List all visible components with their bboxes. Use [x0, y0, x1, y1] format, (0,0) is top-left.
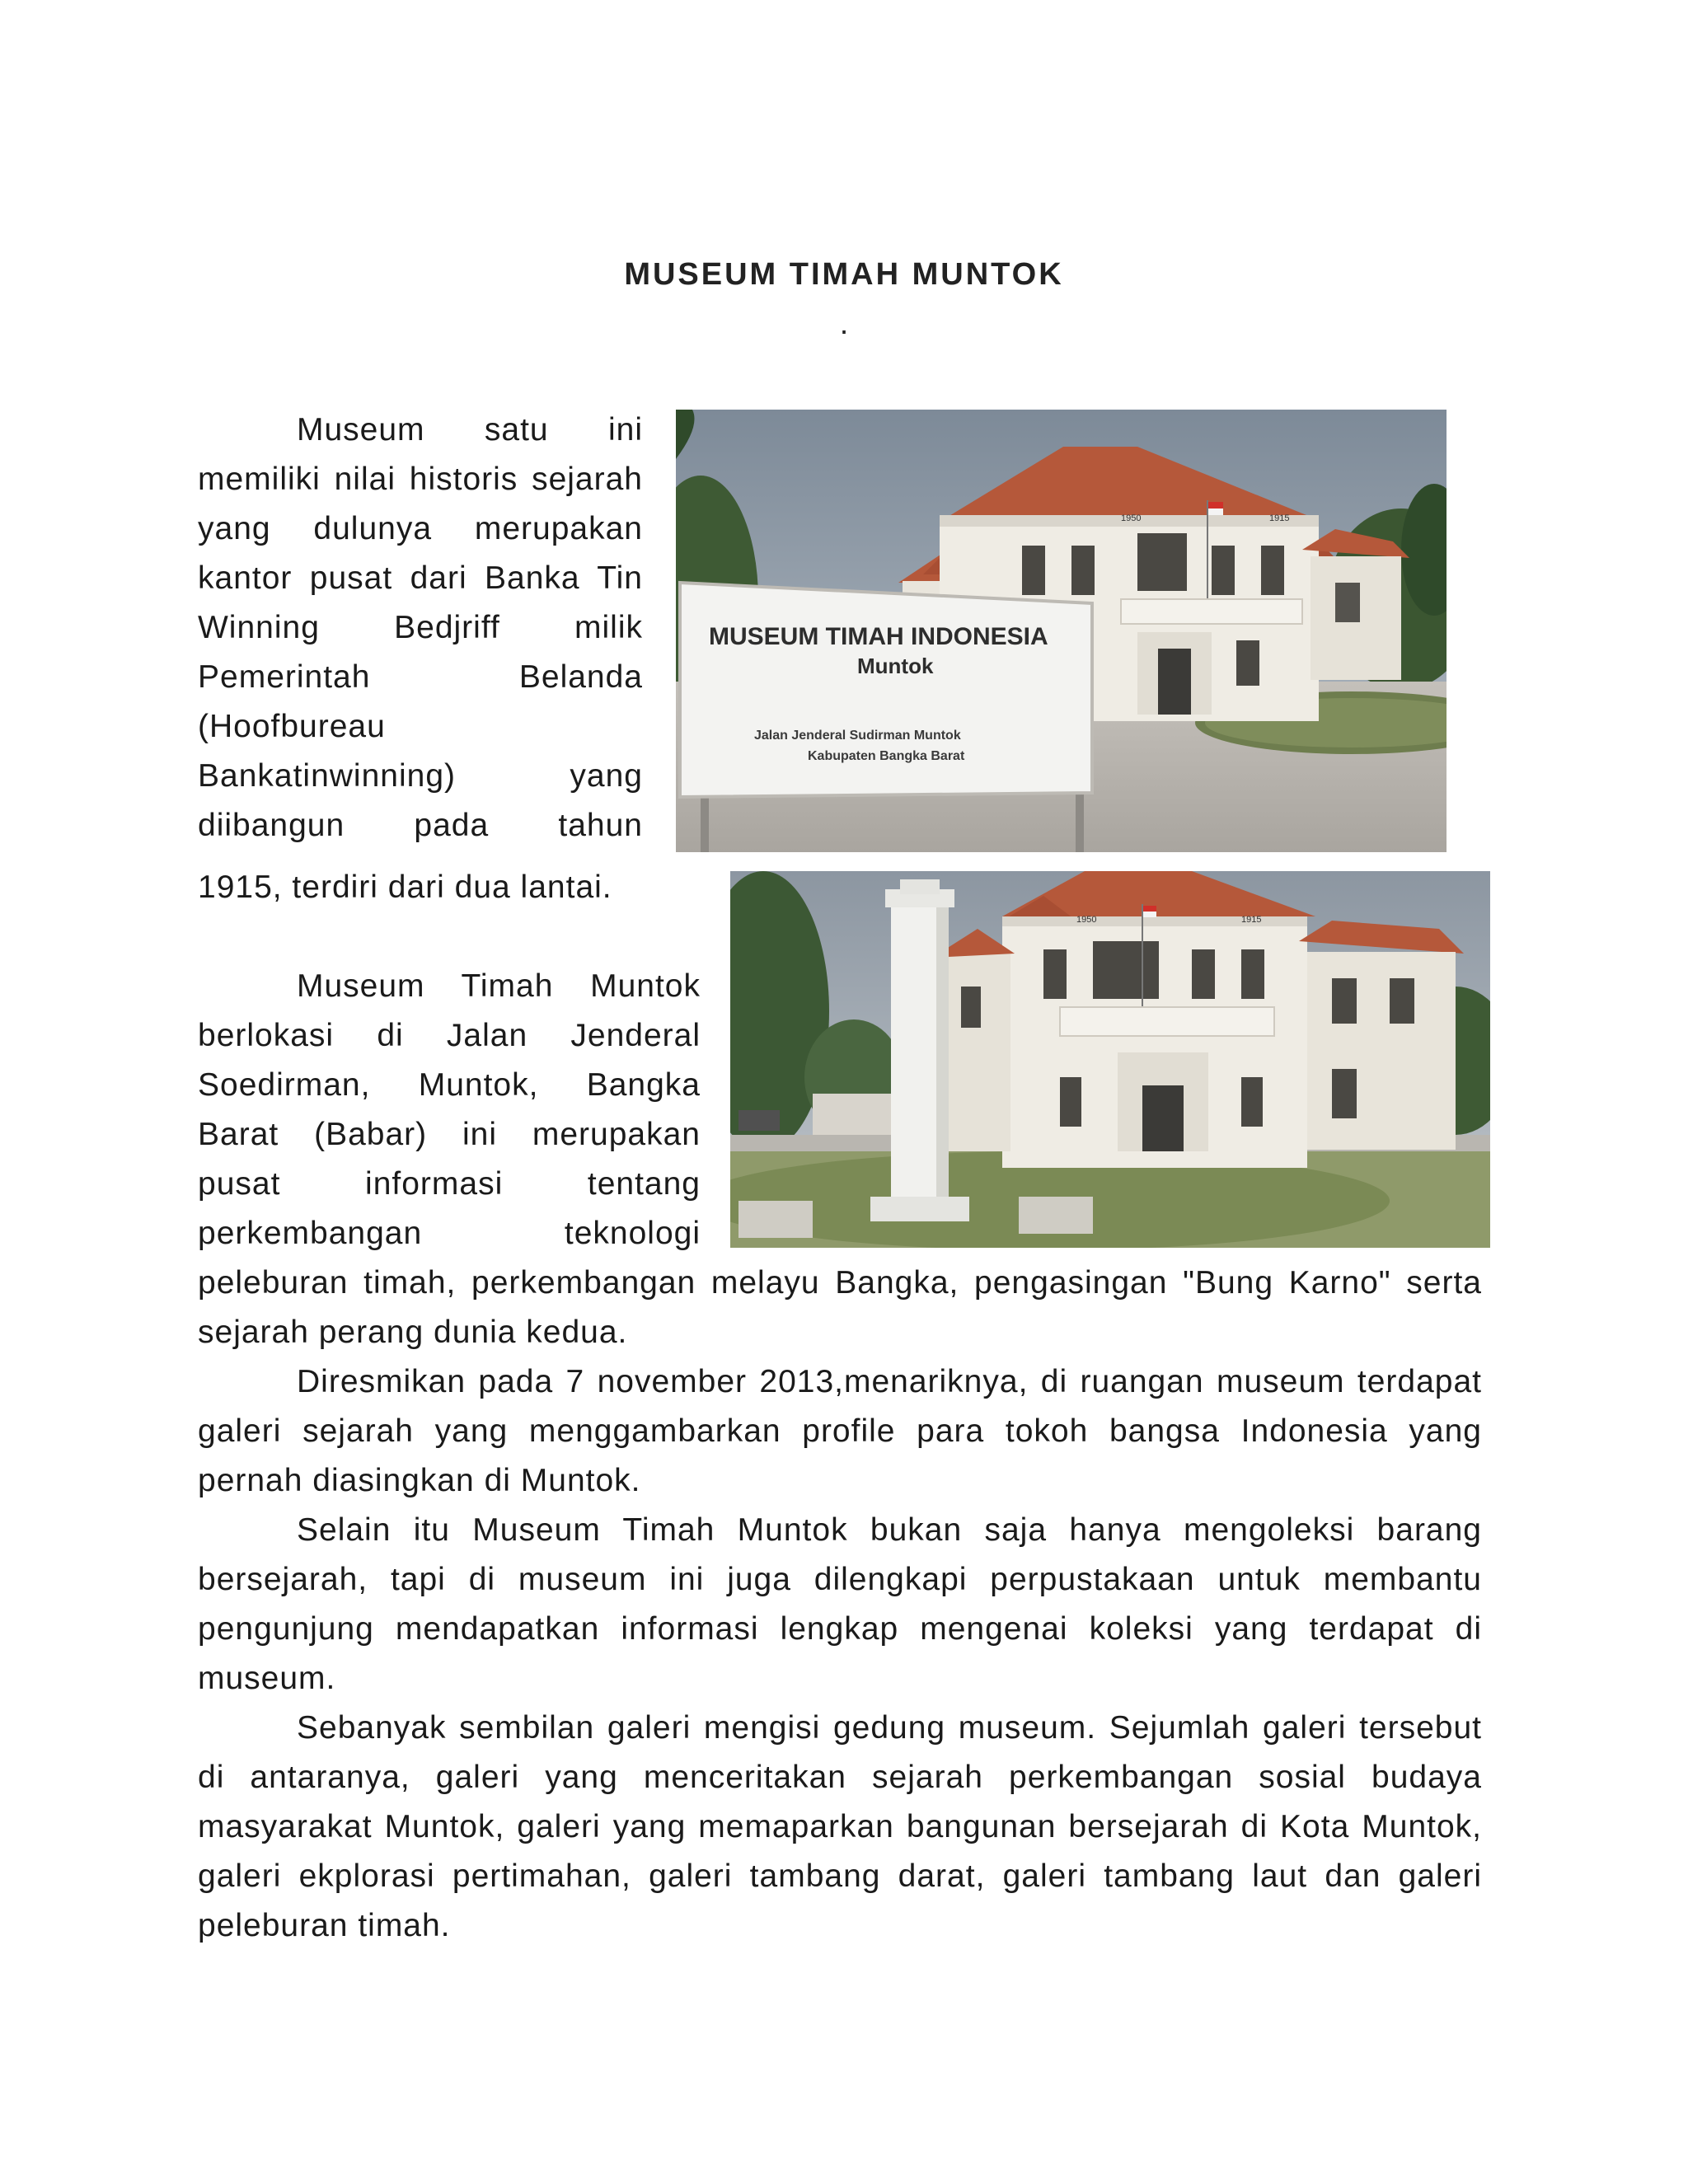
paragraph-5: Sebanyak sembilan galeri mengisi gedung museum. Sejumlah galeri tersebut di antaranya, galeri yang menceritakan sejarah perkembangan sosial budaya masyarakat Muntok, galeri yang memaparkan bangunan bersejarah di Kota Muntok, galeri ekplorasi pertimahan, galeri tambang darat, galeri tambang laut dan galeri peleburan timah.	[198, 1710, 1482, 1943]
paragraph-1: Museum satu ini memiliki nilai historis sejarah yang dulunya merupakan kantor pusat dari Banka Tin Winning Bedjriff milik Pemerintah Belanda (Hoofbureau Bankatinwinning) yang diibangun pada tahun	[198, 412, 643, 843]
paragraph-2-continued: peleburan timah, perkembangan melayu Bangka, pengasingan "Bung Karno" serta sejarah perang dunia kedua.	[198, 1265, 1482, 1350]
sign-title: MUSEUM TIMAH INDONESIA	[709, 623, 1048, 650]
museum-building-photo	[730, 871, 1490, 1248]
museum-sign-photo	[676, 410, 1447, 852]
building-plaque-right-2: 1915	[1241, 915, 1262, 925]
building-plaque-left: 1950	[1121, 513, 1142, 523]
building-plaque-left-2: 1950	[1076, 915, 1097, 925]
paragraph-4: Selain itu Museum Timah Muntok bukan saja hanya mengoleksi barang bersejarah, tapi di museum ini juga dilengkapi perpustakaan untuk membantu pengunjung mendapatkan informasi lengkap mengenai koleksi yang terdapat di museum.	[198, 1512, 1482, 1696]
page-title: MUSEUM TIMAH MUNTOK	[624, 257, 1064, 292]
title-dot: .	[839, 307, 849, 341]
paragraph-3: Diresmikan pada 7 november 2013,menariknya, di ruangan museum terdapat galeri sejarah yang menggambarkan profile para tokoh bangsa Indonesia yang pernah diasingkan di Muntok.	[198, 1364, 1482, 1498]
paragraph-1-end: 1915, terdiri dari dua lantai.	[198, 869, 612, 905]
sign-address: Jalan Jenderal Sudirman Muntok	[754, 729, 961, 743]
building-plaque-right: 1915	[1269, 513, 1290, 523]
body-text	[198, 1357, 1482, 1951]
sign-regency: Kabupaten Bangka Barat	[808, 749, 965, 763]
sign-city: Muntok	[857, 654, 934, 678]
paragraph-2: Museum Timah Muntok berlokasi di Jalan Jenderal Soedirman, Muntok, Bangka Barat (Babar) ini merupakan pusat informasi tentang perkembangan teknologi	[198, 968, 701, 1251]
